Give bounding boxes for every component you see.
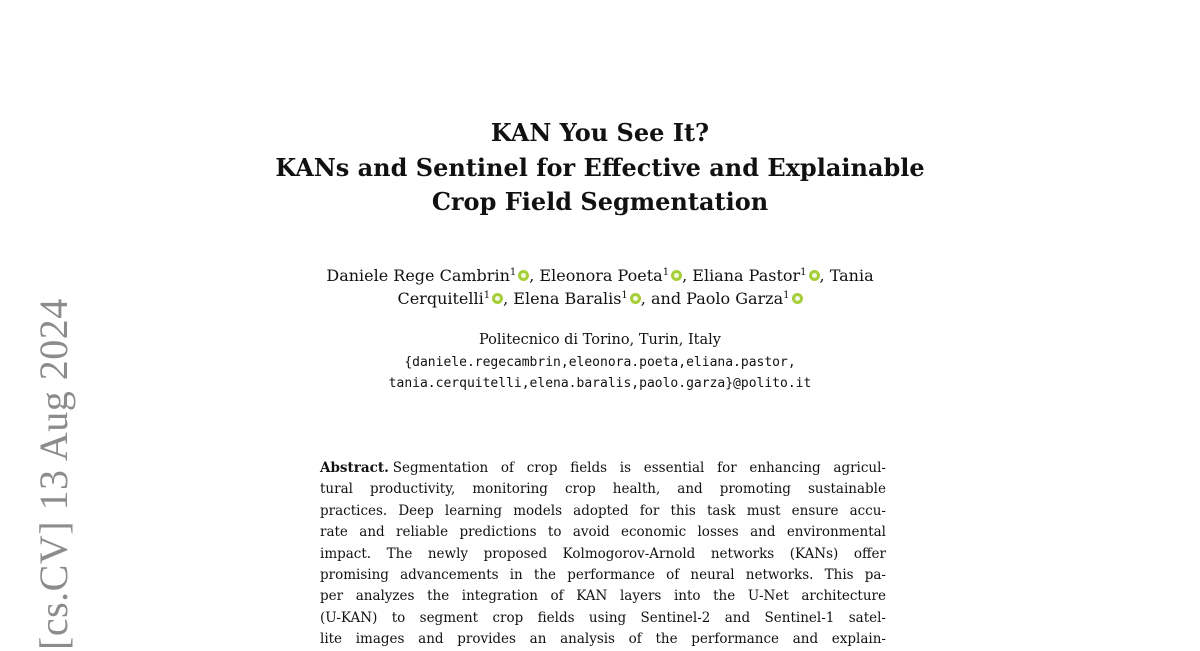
title-line: KANs and Sentinel for Effective and Explainable [275, 152, 925, 182]
paper-title [0, 116, 1200, 220]
affiliation-mark: 1 [621, 290, 628, 301]
title-line: KAN You See It? [490, 118, 710, 147]
author-separator: , [529, 266, 540, 285]
author [326, 266, 529, 285]
orcid-icon[interactable] [492, 293, 503, 304]
affiliation-mark: 1 [783, 290, 790, 301]
author-separator: , [819, 266, 830, 285]
orcid-icon[interactable] [518, 270, 529, 281]
author-separator: , [682, 266, 693, 285]
author [692, 266, 819, 285]
abstract-line: rate and reliable predictions to avoid economic losses and environmental [320, 524, 886, 541]
abstract-line: (U-KAN) to segment crop fields using Sentinel-2 and Sentinel-1 satel- [320, 609, 886, 626]
abstract-line: practices. Deep learning models adopted for this task must ensure accu- [320, 502, 886, 519]
author-separator: , [503, 289, 514, 308]
abstract-line: impact. The newly proposed Kolmogorov-Arnold networks (KANs) offer [320, 545, 886, 562]
orcid-icon[interactable] [809, 270, 820, 281]
author-name: Elena Baralis [513, 289, 622, 308]
author-name: Paolo Garza [686, 289, 784, 308]
author-name-part: Cerquitelli [397, 289, 484, 308]
affiliation: Politecnico di Torino, Turin, Italy [479, 332, 721, 348]
abstract-line: promising advancements in the performance of neural networks. This pa- [320, 567, 886, 584]
abstract-text: Segmentation of crop fields is essential for enhancing agricul- [392, 460, 886, 476]
affiliation-mark: 1 [483, 290, 491, 301]
title-line: Crop Field Segmentation [431, 187, 769, 216]
orcid-icon[interactable] [630, 293, 641, 304]
abstract [320, 458, 886, 651]
affiliation-mark: 1 [662, 267, 670, 278]
arxiv-identifier: [cs.CV] 13 Aug 2024 [31, 298, 76, 650]
author [539, 266, 682, 285]
abstract-line: tural productivity, monitoring crop health, and promoting sustainable [320, 481, 886, 498]
orcid-icon[interactable] [671, 270, 682, 281]
email-block [0, 352, 1200, 394]
abstract-label: Abstract. [320, 460, 389, 476]
author-name-part: Tania [829, 266, 874, 285]
author-line [0, 264, 1200, 287]
author-name: Eleonora Poeta [539, 266, 663, 285]
affiliation-mark: 1 [800, 267, 807, 278]
author [513, 289, 641, 308]
author-line [0, 287, 1200, 310]
abstract-line: lite images and provides an analysis of the performance and explain- [320, 631, 886, 648]
email-line: {daniele.regecambrin,eleonora.poeta,eliana.pastor, [404, 355, 796, 370]
author-name: Daniele Rege Cambrin [326, 266, 510, 285]
author-list [0, 264, 1200, 310]
email-line: tania.cerquitelli,elena.baralis,paolo.garza}@polito.it [388, 376, 812, 391]
author [686, 289, 802, 308]
affiliation-mark: 1 [509, 267, 517, 278]
author [397, 289, 503, 308]
author-name: Eliana Pastor [692, 266, 801, 285]
author-separator: , and [640, 289, 687, 308]
abstract-line: per analyzes the integration of KAN layers into the U-Net architecture [320, 588, 886, 605]
orcid-icon[interactable] [792, 293, 803, 304]
abstract-line [320, 458, 886, 479]
